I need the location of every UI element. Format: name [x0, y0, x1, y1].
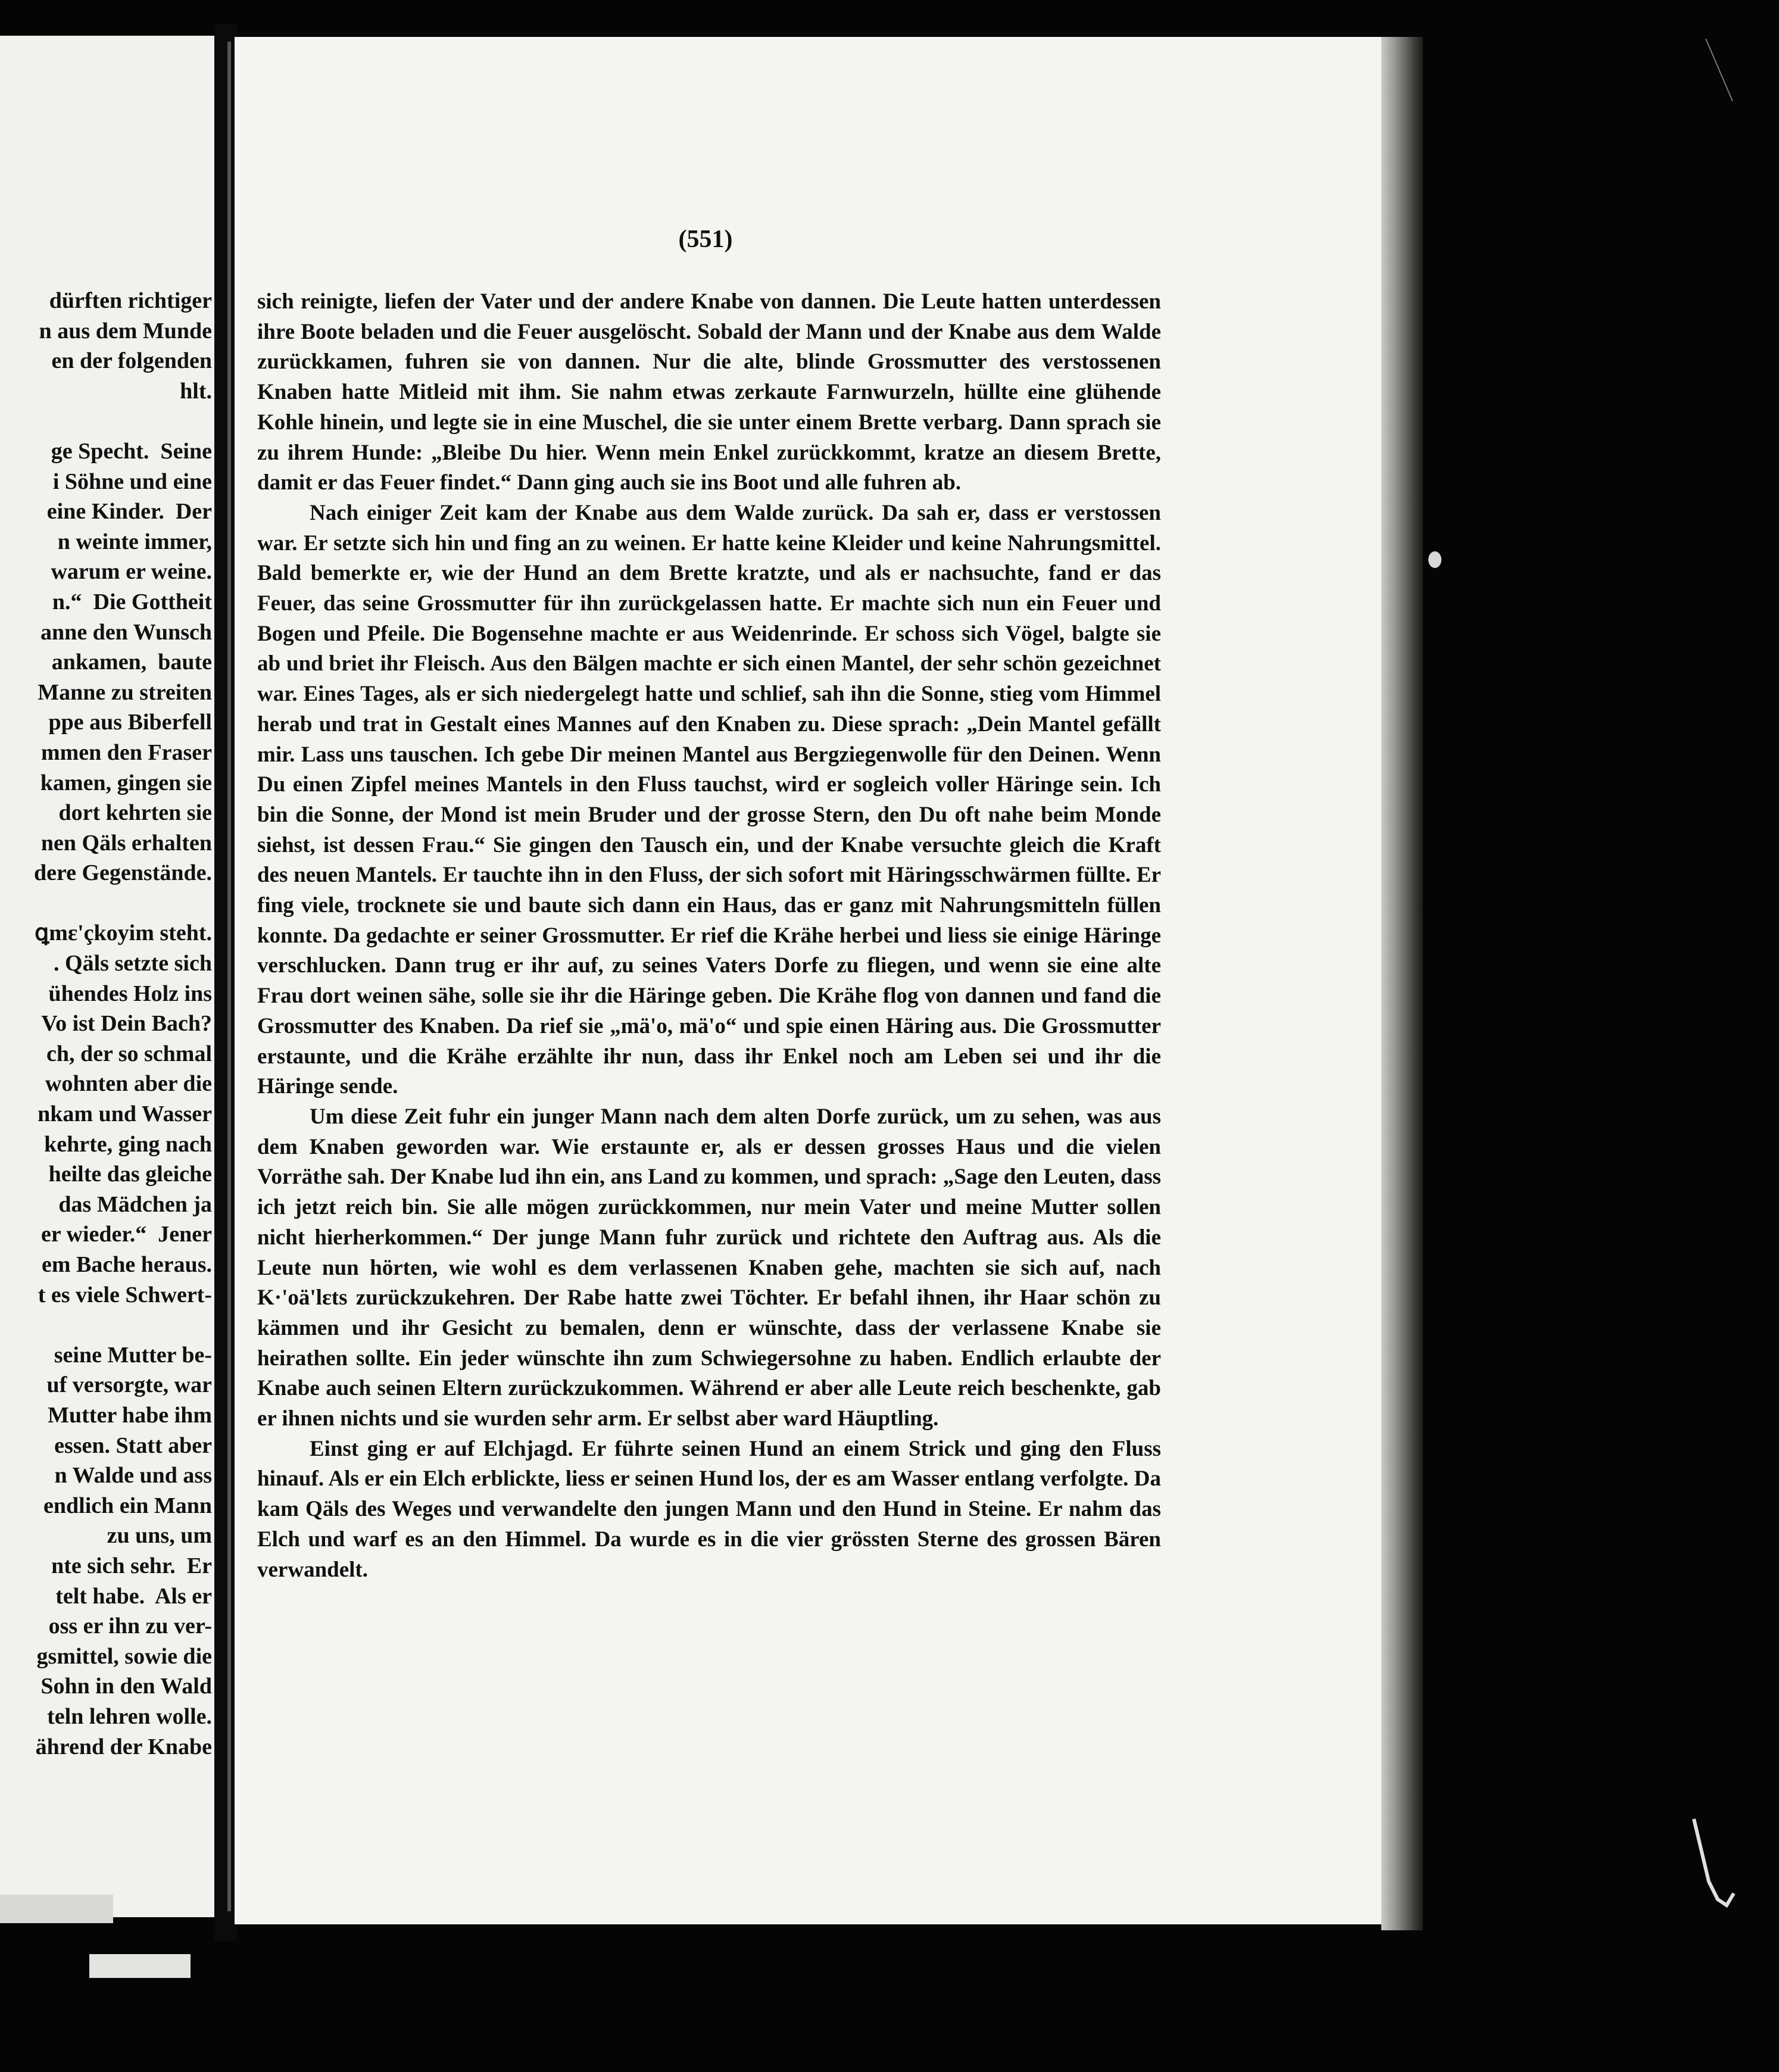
left-page-line: ꝗmɛ'çkoyim steht. [35, 920, 212, 946]
scratch-mark [1703, 36, 1739, 107]
left-page-line: eine Kinder. Der [46, 499, 212, 525]
left-page-fragment [0, 36, 214, 1917]
left-page-line: hlt. [180, 378, 212, 404]
left-page-line: seine Mutter be- [54, 1342, 212, 1368]
left-page-line: kehrte, ging nach [44, 1131, 212, 1157]
left-page-line: ankamen, baute [51, 650, 212, 675]
left-page-line: zu uns, um [107, 1523, 212, 1549]
left-page-line: t es viele Schwert- [38, 1282, 212, 1308]
left-page-line: telt habe. Als er [55, 1583, 212, 1609]
left-page-line: nte sich sehr. Er [51, 1553, 212, 1578]
left-page-text [0, 286, 212, 1762]
paragraph: Einst ging er auf Elchjagd. Er führte seinen Hund an einem Strick und ging den Fluss hinauf. Als er ein Elch erblickte, liess er seinen Hund los, der es am Wasser entlang verfolgte. Da kam Qäls des Weges und verwandelte den jungen Mann und den Hund in Steine. Er nahm das Elch und warf es an den Himmel. Da wurde es in die vier grössten Sterne des grossen Bären verwandelt. [257, 1436, 1161, 1582]
left-page-line: ch, der so schmal [46, 1041, 212, 1066]
clasp-bar [0, 1895, 113, 1923]
left-page-line: n aus dem Munde [39, 318, 212, 344]
book-gutter [214, 24, 237, 1941]
left-page-line: oss er ihn zu ver- [48, 1614, 212, 1639]
page-number: (551) [678, 226, 733, 253]
left-page-line: dürften richtiger [49, 288, 212, 313]
left-page-line [0, 406, 212, 436]
dust-speck [1423, 548, 1447, 572]
left-page-line: Mutter habe ihm [48, 1402, 212, 1428]
left-page-line: wohnten aber die [45, 1071, 212, 1097]
left-page-line: er wieder.“ Jener [40, 1222, 212, 1247]
left-page-line: . Qäls setzte sich [54, 951, 212, 976]
paragraph: Um diese Zeit fuhr ein junger Mann nach dem alten Dorfe zurück, um zu sehen, was aus dem Knaben geworden war. Wie erstaunte er, als er dessen grosses Haus und die vielen Vorräthe sah. Der Knabe lud ihn ein, ans Land zu kommen, und sprach: „Sage den Leuten, dass ich jetzt reich bin. Sie alle mögen zurückkommen, nur mein Vater und meine Mutter sollen nicht hierherkommen.“ Der junge Mann fuhr zurück und richtete den Auftrag aus. Als die Leute nun hörten, wie wohl es dem verlassenen Knaben gehe, machten sie sich auf, nach K·'oä'lɛts zurückzukehren. Der Rabe hatte zwei Töchter. Er befahl ihnen, ihr Haar schön zu kämmen und ihr Gesicht zu bemalen, denn er wünschte, dass der verlassene Knabe sie heirathen sollte. Ein jeder wünschte ihn zum Schwiegersohne zu haben. Endlich erlaubte der Knabe auch seinen Eltern zurückzukommen. Während er aber alle Leute reich beschenkte, gab er ihnen nichts und sie wurden sehr arm. Er selbst aber ward Häuptling. [257, 1104, 1161, 1431]
scratch-mark [1685, 1816, 1739, 1923]
left-page-line: ühendes Holz ins [48, 981, 212, 1006]
paragraph: sich reinigte, liefen der Vater und der andere Knabe von dannen. Die Leute hatten unterdessen ihre Boote beladen und die Feuer ausgelöscht. Sobald der Mann und der Knabe aus dem Walde zurückkamen, fuhren sie von dannen. Nur die alte, blinde Grossmutter des verstossenen Knaben hatte Mitleid mit ihm. Sie nahm etwas zerkaute Farnwurzeln, hüllte eine glühende Kohle hinein, und legte sie in eine Muschel, die sie unter einem Brette verbarg. Dann sprach sie zu ihrem Hunde: „Bleibe Du hier. Wenn mein Enkel zurückkommt, kratze an diesem Brette, damit er das Feuer findet.“ Dann ging auch sie ins Boot und alle fuhren ab. [257, 289, 1161, 495]
left-page-line: teln lehren wolle. [47, 1703, 212, 1729]
left-page-line: en der folgenden [51, 348, 212, 374]
left-page-line: essen. Statt aber [54, 1433, 212, 1458]
left-page-line: ährend der Knabe [35, 1734, 212, 1759]
left-page-line: dere Gegenstände. [33, 860, 212, 886]
spine-edge [227, 42, 231, 1911]
left-page-line: ge Specht. Seine [51, 438, 212, 464]
left-page-line: nkam und Wasser [38, 1101, 212, 1127]
page-body-text [257, 287, 1161, 1585]
left-page-line: Vo ist Dein Bach? [41, 1011, 212, 1037]
left-page-line: kamen, gingen sie [40, 770, 212, 795]
left-page-line: gsmittel, sowie die [36, 1643, 212, 1669]
left-page-line: ppe aus Biberfell [48, 710, 212, 735]
left-page-line: endlich ein Mann [43, 1493, 212, 1518]
left-page-line: Sohn in den Wald [40, 1674, 212, 1699]
left-page-line: i Söhne und eine [52, 469, 212, 494]
left-page-line: warum er weine. [51, 559, 212, 585]
left-page-line: das Mädchen ja [58, 1191, 212, 1217]
left-page-line: dort kehrten sie [58, 800, 212, 826]
left-page-line: n Walde und ass [54, 1463, 212, 1489]
stacked-page-edges [1381, 37, 1423, 1930]
left-page-line: n weinte immer, [57, 529, 212, 554]
paragraph: Nach einiger Zeit kam der Knabe aus dem Walde zurück. Da sah er, dass er verstossen war. Er setzte sich hin und fing an zu weinen. Er hatte keine Kleider und keine Nahrungsmittel. Bald bemerkte er, wie der Hund an dem Brette kratzte, und als er nachsuchte, fand er das Feuer, das seine Grossmutter für ihn zurückgelassen hatte. Er machte sich nun ein Feuer und Bogen und Pfeile. Die Bogensehne machte er aus Weidenrinde. Er schoss sich Vögel, balgte sie ab und briet ihr Fleisch. Aus den Bälgen machte er sich einen Mantel, der sehr schön gezeichnet war. Eines Tages, als er sich niedergelegt hatte und schlief, sah ihn die Sonne, stieg vom Himmel herab und trat in Gestalt eines Mannes auf den Knaben zu. Diese sprach: „Dein Mantel gefällt mir. Lass uns tauschen. Ich gebe Dir meinen Mantel aus Bergziegenwolle für den Deinen. Wenn Du einen Zipfel meines Mantels in den Fluss tauchst, wird er sogleich voller Häringe sein. Ich bin die Sonne, der Mond ist mein Bruder und der grosse Stern, den Du oft nahe beim Monde siehst, ist dessen Frau.“ Sie gingen den Tausch ein, und der Knabe versuchte gleich die Kraft des neuen Mantels. Er tauchte ihn in den Fluss, der sich sofort mit Häringsschwärmen füllte. Er fing viele, trocknete sie und baute sich dann ein Haus, das er ganz mit Nahrungsmitteln füllen konnte. Da gedachte er seiner Grossmutter. Er rief die Krähe herbei und liess sie einige Häringe verschlucken. Dann trug er ihr auf, zu seines Vaters Dorfe zu fliegen, und wenn sie eine alte Frau dort weinen sähe, solle sie ihr die Häringe geben. Die Krähe flog von dannen und fand die Grossmutter des Knaben. Da rief sie „mä'o, mä'o“ und spie einen Häring aus. Die Grossmutter erstaunte, und die Krähe erzählte ihr nun, dass ihr Enkel noch am Leben sei und ihr die Häringe sende. [257, 500, 1161, 1099]
left-page-line: em Bache heraus. [41, 1252, 212, 1277]
left-page-line [0, 888, 212, 919]
left-page-line: nen Qäls erhalten [40, 830, 212, 856]
clasp-bar [89, 1954, 191, 1978]
left-page-line: mmen den Fraser [40, 739, 212, 765]
left-page-line: heilte das gleiche [48, 1162, 212, 1187]
left-page-line: n.“ Die Gottheit [52, 589, 212, 614]
left-page-line: uf versorgte, war [46, 1372, 212, 1398]
left-page-line: anne den Wunsch [40, 619, 212, 645]
book-clasp [0, 1895, 196, 1984]
left-page-line [0, 1310, 212, 1340]
left-page-line: Manne zu streiten [38, 679, 212, 705]
